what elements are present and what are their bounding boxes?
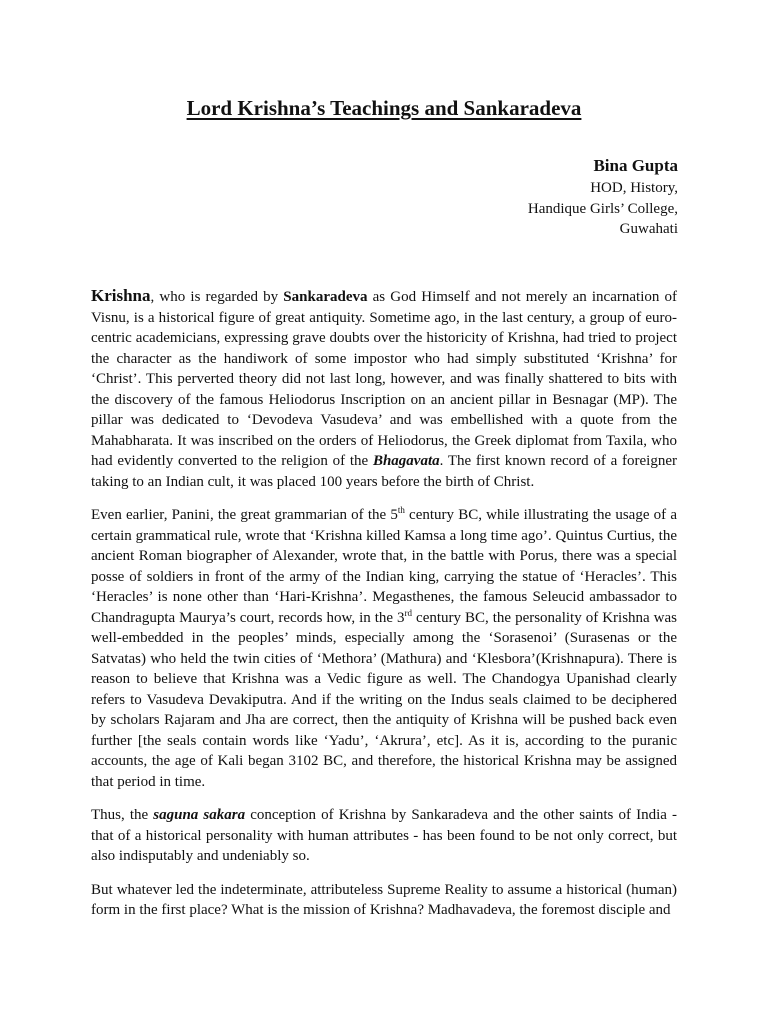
saguna-sakara-bold-italic: saguna sakara bbox=[153, 807, 246, 823]
author-position: HOD, History, bbox=[590, 180, 678, 196]
sankaradeva-bold: Sankaradeva bbox=[283, 289, 368, 305]
bhagavata-bold-italic: Bhagavata bbox=[372, 453, 440, 469]
paragraph-3-text-b: conception of Krishna by Sankaradeva and the other saints of India - that of a historical personality with human attributes - has been found to be not only correct, but also indisputably and undeniably so. bbox=[91, 807, 678, 864]
paragraph-4 bbox=[91, 880, 677, 921]
author-name: Bina Gupta bbox=[593, 156, 678, 175]
paragraph-2-text-c: century BC, the personality of Krishna was well-embedded in the peoples’ minds, especially among the ‘Sorasenoi’ (Surasenas or the Satvatas) who held the twin cities of ‘Methora’ (Mathura) and ‘Klesbora’(Krishnapura). There is reason to believe that Krishna was a Vedic figure as well. The Chandogya Upanishad clearly refers to Vasudeva Devakiputra. And if the writing on the Indus seals claimed to be deciphered by scholars Rajaram and Jha are correct, then the antiquity of Krishna will be pushed back even further [the seals contain words like ‘Yadu’, ‘Akrura’, etc]. As it is, according to the puranic accounts, the age of Kali began 3102 BC, and therefore, the historical Krishna may be assigned that period in time. bbox=[91, 609, 678, 790]
paragraph-1-text-a: , who is regarded by bbox=[150, 289, 284, 305]
paragraph-3 bbox=[91, 805, 677, 867]
paragraph-1 bbox=[91, 286, 677, 492]
superscript-th: th bbox=[397, 505, 405, 515]
paragraph-3-text-a: Thus, the bbox=[91, 807, 154, 823]
author-block bbox=[528, 155, 678, 240]
lead-word: Krishna bbox=[91, 286, 151, 305]
superscript-rd: rd bbox=[404, 607, 413, 618]
author-institution: Handique Girls’ College, bbox=[527, 200, 678, 217]
paragraph-2-text-a: Even earlier, Panini, the great grammarian of the 5 bbox=[91, 507, 398, 523]
document-title: Lord Krishna’s Teachings and Sankaradeva bbox=[186, 96, 582, 120]
paragraph-1-text-c: . The first known record of a foreigner taking to an Indian cult, it was placed 100 years before the birth of Christ. bbox=[91, 453, 677, 490]
article-body bbox=[91, 286, 677, 934]
author-city: Guwahati bbox=[619, 221, 678, 237]
paragraph-4-text: But whatever led the indeterminate, attributeless Supreme Reality to assume a historical (human) form in the first place? What is the mission of Krishna? Madhavadeva, the foremost disciple and bbox=[91, 881, 677, 918]
paragraph-2-text-b: century BC, while illustrating the usage of a certain grammatical rule, wrote that ‘Krishna killed Kamsa a long time ago’. Quintus Curtius, the ancient Roman biographer of Alexander, wrote that, in the battle with Porus, there was a special posse of soldiers in front of the army of the Indian king, carrying the statue of ‘Heracles’. This ‘Heracles’ is none other than ‘Hari-Krishna’. Megasthenes, the famous Seleucid ambassador to Chandragupta Maurya’s court, records how, in the 3 bbox=[91, 507, 677, 626]
paragraph-2 bbox=[91, 505, 677, 792]
paragraph-1-text-b: as God Himself and not merely an incarnation of Visnu, is a historical figure of great antiquity. Sometime ago, in the last century, a group of euro-centric academicians, expressing grave doubts over the historicity of Krishna, had tried to project the character as the handiwork of some impostor who had simply substituted ‘Krishna’ for ‘Christ’. This perverted theory did not last long, however, and was finally shattered to bits with the discovery of the famous Heliodorus Inscription on an ancient pillar in Besnagar (MP). The pillar was dedicated to ‘Devodeva Vasudeva’ and was embellished with a quote from the Mahabharata. It was inscribed on the orders of Heliodorus, the Greek diplomat from Taxila, who had evidently converted to the religion of the bbox=[91, 289, 677, 469]
